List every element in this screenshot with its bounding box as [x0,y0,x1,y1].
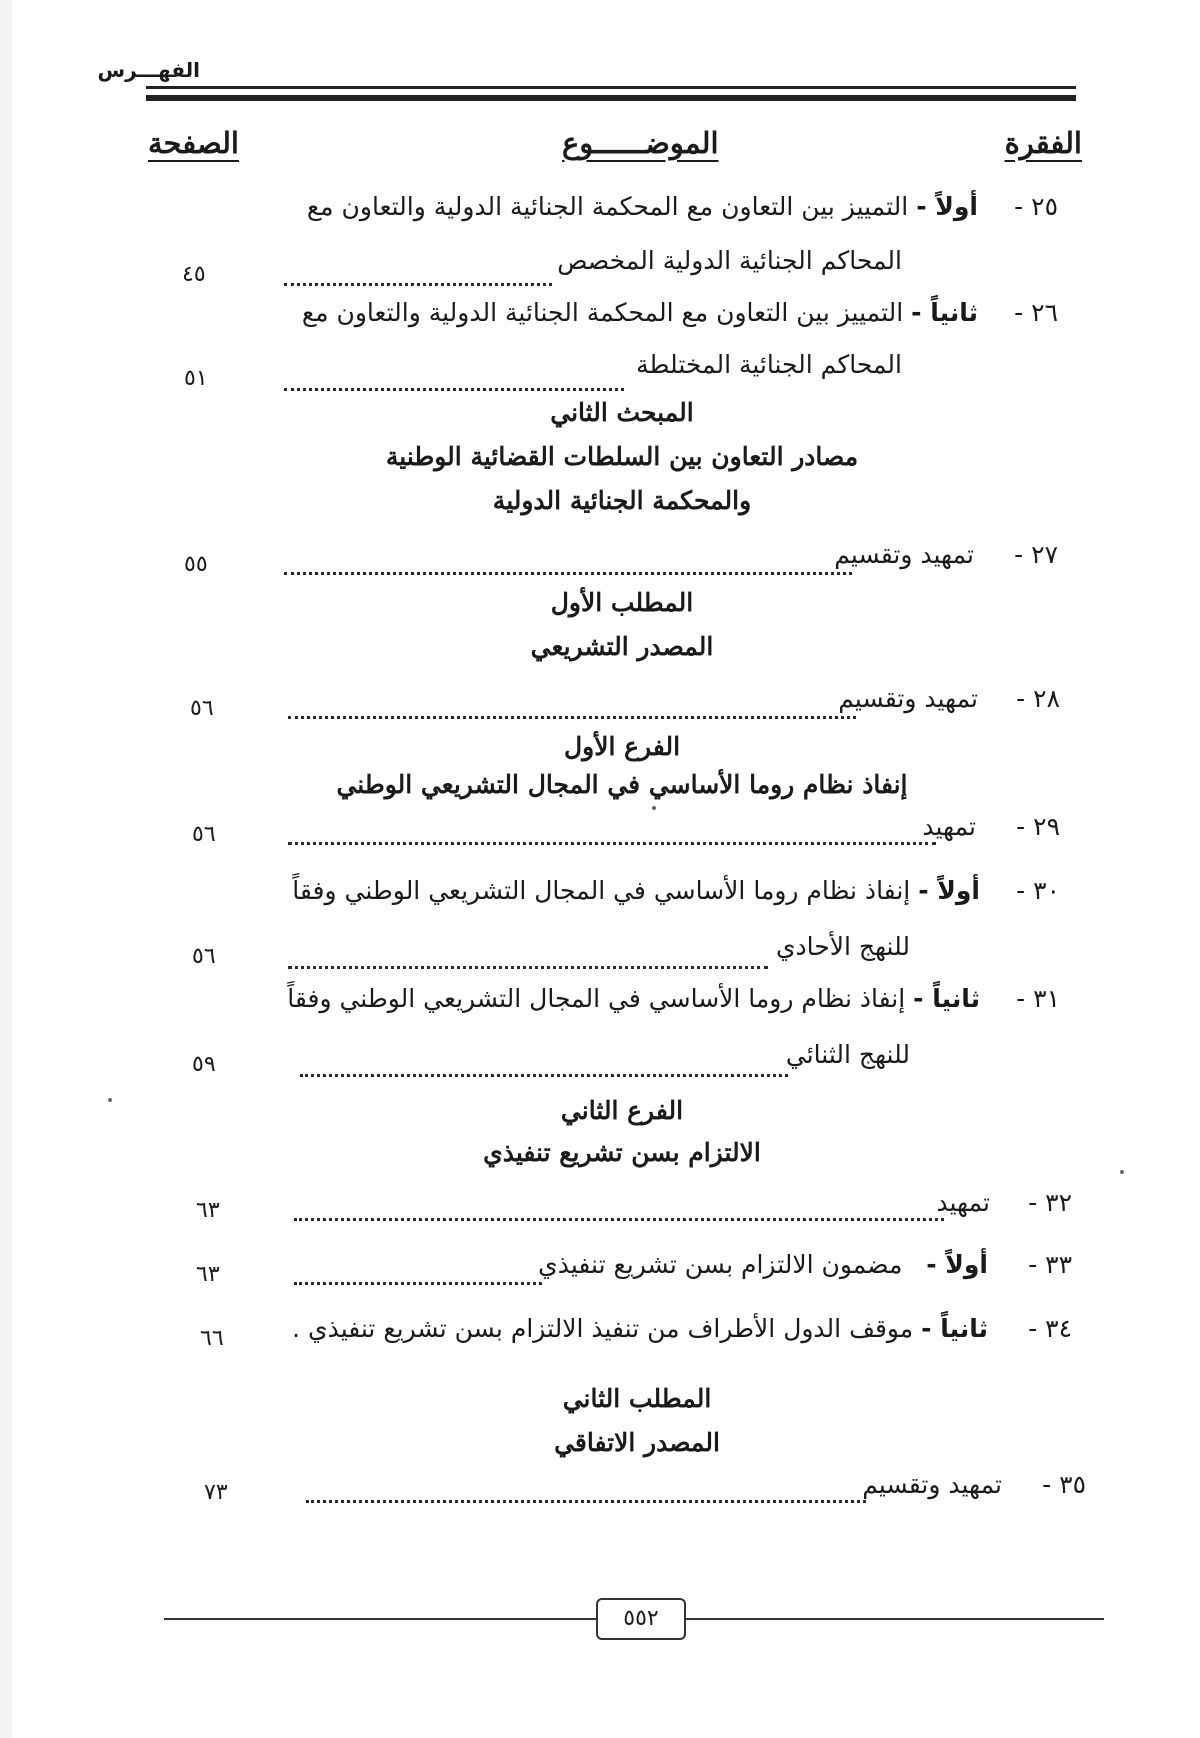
entry-number: ٣٠ - [1016,876,1060,905]
column-heading-page: الصفحة [148,126,239,160]
page-number: ٥٥٢ [596,1598,686,1640]
entry-continuation: المحاكم الجنائية الدولية المخصص [557,246,902,275]
entry-text: موقف الدول الأطراف من تنفيذ الالتزام بسن تشريع تنفيذي . [292,1314,914,1343]
entry-number: ٢٧ - [1014,540,1058,569]
entry-text: تمهيد وتقسيم [862,1470,1002,1499]
page-ref: ٥٦ [192,822,216,847]
dot-leader [284,388,624,391]
page-ref: ٥٦ [190,696,214,721]
entry-continuation: للنهج الأحادي [775,932,910,961]
entry-label: أولاً - [926,1250,988,1279]
dot-leader [284,283,552,286]
section-heading: المطلب الثاني [562,1384,712,1413]
page-ref: ٧٣ [204,1480,228,1505]
column-heading-topic: الموضــــــوع [562,126,719,160]
page-ref: ٥٦ [192,944,216,969]
entry-text: مضمون الالتزام بسن تشريع تنفيذي [538,1250,903,1279]
entry-text: تمهيد وتقسيم [834,540,974,569]
entry-text: التمييز بين التعاون مع المحكمة الجنائية الدولية والتعاون مع [306,192,909,221]
page-ref: ٤٥ [182,262,206,287]
section-title: إنفاذ نظام روما الأساسي في المجال التشريعي الوطني [336,770,908,799]
dot-leader [300,1074,788,1077]
entry-text: إنفاذ نظام روما الأساسي في المجال التشريعي الوطني وفقاً [292,876,911,905]
section-title: مصادر التعاون بين السلطات القضائية الوطنية [385,442,859,471]
entry-line [302,298,978,327]
dot-leader [306,1500,866,1503]
entry-number: ٢٥ - [1014,192,1058,221]
entry-label: ثانياً - [911,298,978,327]
entry-label: أولاً - [916,192,978,221]
entry-number: ٣٢ - [1028,1188,1072,1217]
dot-leader [294,1282,542,1285]
scan-speck [652,806,656,810]
entry-continuation: المحاكم الجنائية المختلطة [636,350,902,379]
page-ref: ٦٦ [200,1326,224,1351]
entry-line [292,876,980,905]
entry-number: ٣٤ - [1028,1314,1072,1343]
entry-number: ٣١ - [1016,984,1060,1013]
page-ref: ٥٩ [192,1052,216,1077]
section-title: المصدر الاتفاقي [554,1428,720,1457]
dot-leader [288,842,936,845]
column-heading-paragraph: الفقرة [1004,126,1082,160]
entry-line [307,192,978,221]
section-heading: الفرع الأول [563,732,681,761]
entry-continuation: للنهج الثنائي [785,1040,910,1069]
page-ref: ٦٣ [196,1198,220,1223]
dot-leader [284,572,852,575]
header-rule-thick [146,95,1076,101]
entry-text: التمييز بين التعاون مع المحكمة الجنائية الدولية والتعاون مع [301,298,904,327]
dot-leader [294,1218,944,1221]
section-title: المصدر التشريعي [530,632,714,661]
entry-number: ٣٥ - [1042,1470,1086,1499]
entry-line [292,1314,988,1343]
dot-leader [288,716,856,719]
entry-text: إنفاذ نظام روما الأساسي في المجال التشريعي الوطني وفقاً [287,984,906,1013]
entry-number: ٢٩ - [1016,812,1060,841]
page-ref: ٦٣ [196,1262,220,1287]
entry-line [538,1250,988,1279]
entry-text: تمهيد وتقسيم [838,684,978,713]
entry-text: تمهيد [936,1188,990,1217]
header-rule-thin [146,86,1076,89]
section-heading: المبحث الثاني [550,398,694,427]
running-title: الفهـــرس [97,58,200,82]
document-page [12,0,1200,1738]
section-heading: المطلب الأول [550,588,694,617]
entry-text: تمهيد [922,812,976,841]
scan-speck [108,1098,112,1102]
entry-label: أولاً - [918,876,980,905]
entry-line [287,984,980,1013]
section-title: والمحكمة الجنائية الدولية [492,486,752,515]
entry-label: ثانياً - [921,1314,988,1343]
page-ref: ٥٥ [184,552,208,577]
scan-speck [1120,1170,1124,1174]
entry-number: ٣٣ - [1028,1250,1072,1279]
dot-leader [288,966,768,969]
entry-number: ٢٦ - [1014,298,1058,327]
page-ref: ٥١ [184,366,208,391]
section-heading: الفرع الثاني [560,1096,684,1125]
entry-label: ثانياً - [913,984,980,1013]
section-title: الالتزام بسن تشريع تنفيذي [483,1138,761,1167]
entry-number: ٢٨ - [1016,684,1060,713]
